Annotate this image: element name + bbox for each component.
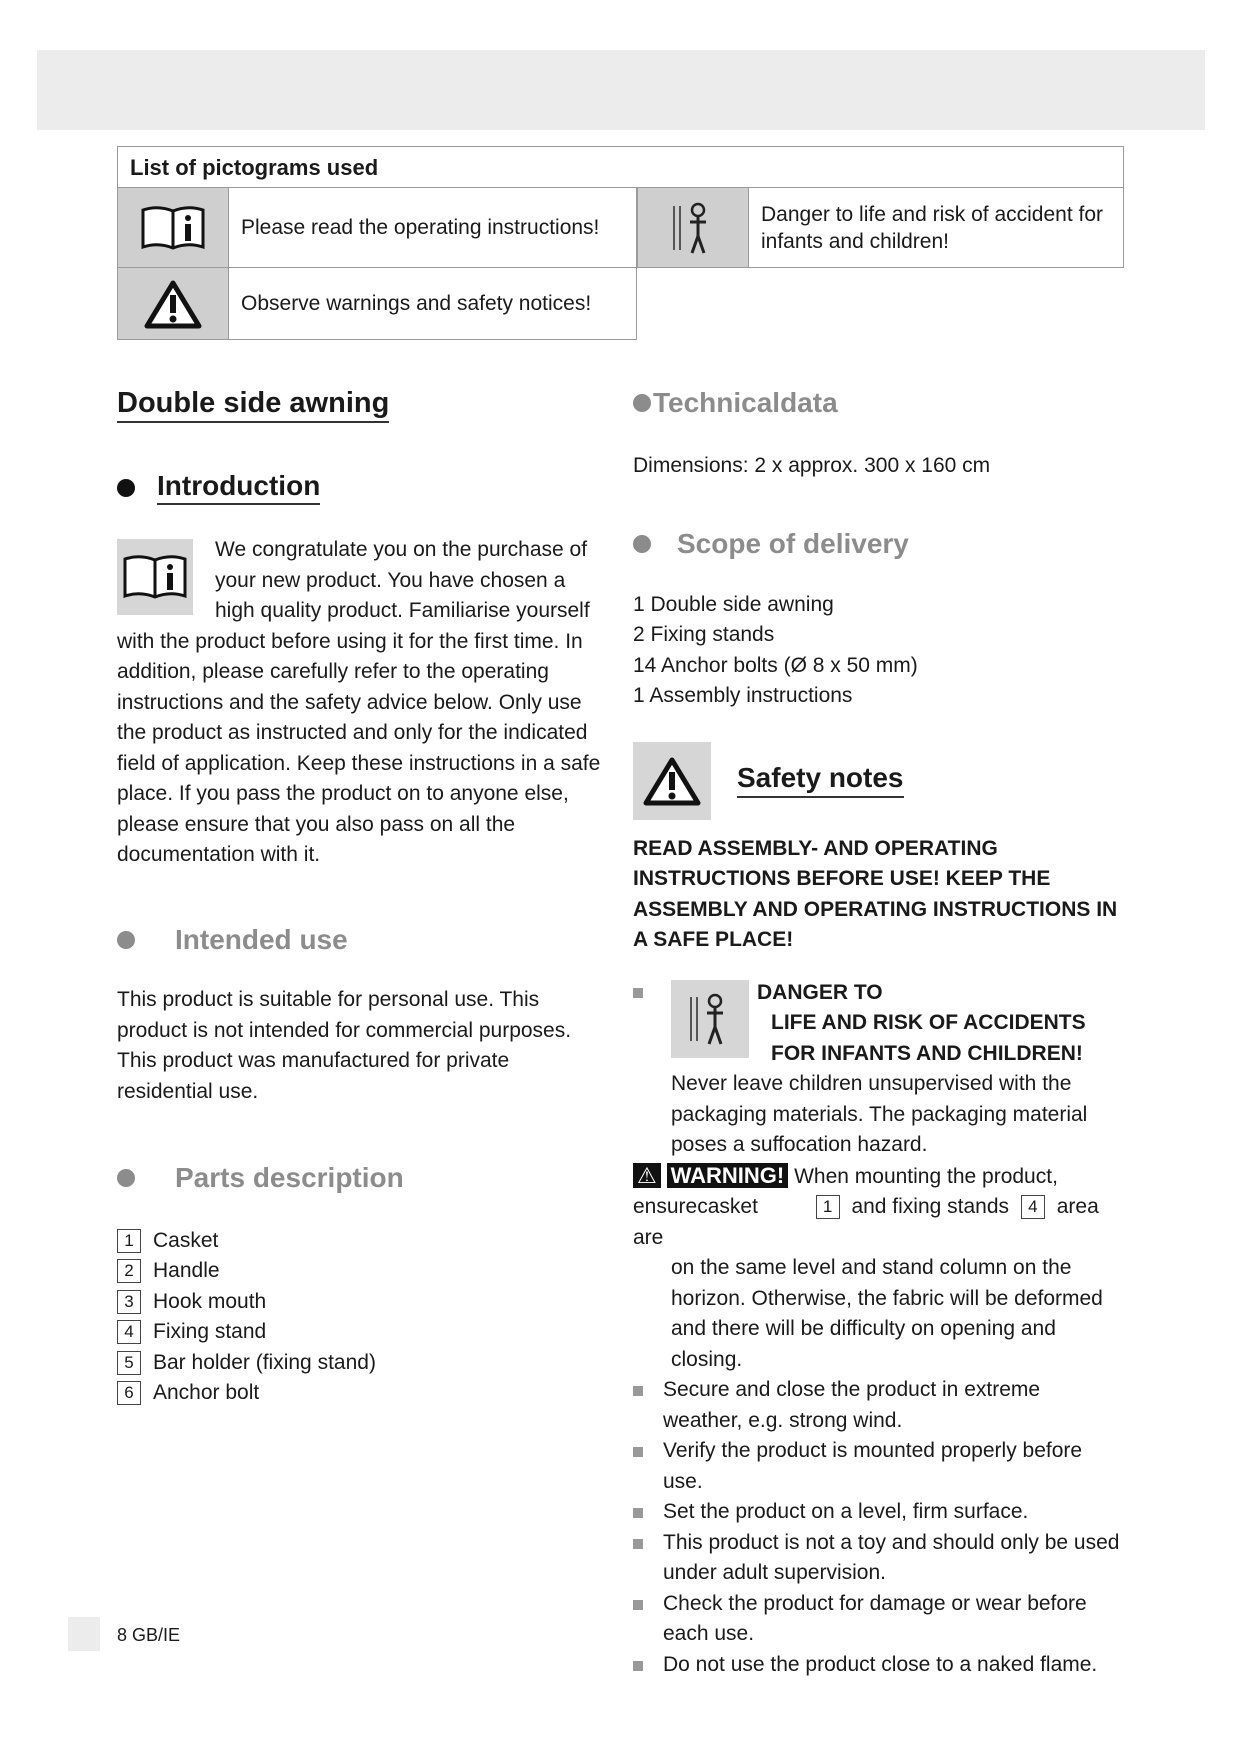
list-item: 2 Fixing stands — [633, 623, 775, 646]
intended-use-text: This product is suitable for personal use. This product is not intended for commercial purposes. This product was manufactured for private residential use. — [117, 988, 572, 1103]
list-item: Check the product for damage or wear before each use. — [633, 1589, 1123, 1650]
bullet-square — [633, 988, 643, 998]
child-danger-icon — [638, 188, 749, 267]
left-column — [117, 388, 607, 1409]
bullet-dot — [117, 1169, 135, 1187]
list-item: Set the product on a level, firm surface. — [633, 1497, 1123, 1528]
danger-label: DANGER TO — [757, 980, 883, 1004]
info-book-icon — [117, 539, 193, 615]
page-footer — [117, 1625, 180, 1646]
pictogram-table — [117, 146, 1124, 340]
intro-text: We congratulate you on the purchase of your new product. You have chosen a high quality product. Familiarise yourself with the product before using it for the first time. In addition, please carefully refer to the operating instructions and the safety advice below. Only use the product as instructed and only for the indicated field of application. Keep these instructions in a safe place. If you pass the product on to anyone else, please ensure that you also pass on all the documentation with it. — [117, 538, 601, 866]
intended-use-heading-text: Intended use — [175, 923, 348, 955]
warning-triangle-icon — [118, 268, 229, 339]
intro-heading — [117, 471, 607, 506]
intro-block — [117, 535, 607, 871]
tech-heading — [633, 388, 1123, 419]
list-item: 4 Fixing stand — [117, 1317, 607, 1348]
page-title: Double side awning — [117, 388, 389, 423]
danger-heading: LIFE AND RISK OF ACCIDENTS FOR INFANTS AND CHILDREN! — [771, 1011, 1086, 1065]
danger-block — [633, 978, 1123, 1161]
warning-triangle-icon — [633, 742, 711, 820]
intro-heading-text: Introduction — [157, 471, 320, 506]
list-item: 6 Anchor bolt — [117, 1378, 607, 1409]
bullet-dot — [117, 479, 135, 497]
part-ref: 1 — [816, 1195, 840, 1219]
list-item: 1 Assembly instructions — [633, 684, 853, 707]
list-item: 14 Anchor bolts (Ø 8 x 50 mm) — [633, 653, 918, 677]
warning-badge: WARNING! — [667, 1163, 789, 1188]
scope-heading — [633, 529, 1123, 560]
pictogram-row — [117, 188, 637, 268]
safety-heading — [633, 742, 1123, 820]
list-item: Verify the product is mounted properly before use. — [633, 1436, 1123, 1497]
bullet-dot — [117, 931, 135, 949]
parts-heading — [117, 1163, 607, 1194]
warning-text: on the same level and stand column on the horizon. Otherwise, the fabric will be deformed and there will be difficulty on opening and closing. — [671, 1256, 1103, 1371]
list-item: Secure and close the product in extreme weather, e.g. strong wind. — [633, 1375, 1123, 1436]
part-ref: 4 — [1021, 1195, 1045, 1219]
list-item: 1 Double side awning — [633, 592, 834, 616]
page-number: 8 — [117, 1625, 128, 1645]
intended-use-heading — [117, 925, 607, 956]
pictogram-text: Please read the operating instructions! — [241, 216, 600, 239]
parts-heading-text: Parts description — [175, 1162, 404, 1193]
safety-bullets — [633, 1375, 1123, 1680]
child-danger-icon — [671, 980, 749, 1058]
pictogram-row — [117, 268, 637, 340]
dimensions-text: Dimensions: 2 x approx. 300 x 160 cm — [633, 453, 991, 477]
list-item: This product is not a toy and should only be used under adult supervision. — [633, 1528, 1123, 1589]
scope-heading-text: Scope of delivery — [677, 528, 909, 559]
pictogram-row — [637, 188, 1124, 268]
header-band — [37, 50, 1205, 130]
safety-heading-text: Safety notes — [737, 763, 904, 798]
bullet-dot — [633, 394, 651, 412]
footer-mark — [68, 1617, 100, 1651]
parts-list — [117, 1226, 607, 1409]
right-column — [633, 388, 1123, 1680]
language-code: GB/IE — [132, 1625, 181, 1645]
info-book-icon — [118, 188, 229, 267]
pictogram-table-title: List of pictograms used — [117, 146, 1124, 188]
warning-block: ⚠ WARNING! When mounting the product, ensurecasket 1 and fixing stands 4 area are on the same level and stand column on the horizon. Otherwise, the fabric will be deformed and there will be difficulty on opening and closing. — [633, 1161, 1123, 1376]
list-item: 5 Bar holder (fixing stand) — [117, 1348, 607, 1379]
list-item: 3 Hook mouth — [117, 1287, 607, 1318]
list-item: 1 Casket — [117, 1226, 607, 1257]
pictogram-text: Danger to life and risk of accident for infants and children! — [761, 202, 1104, 253]
pictogram-text: Observe warnings and safety notices! — [241, 292, 592, 315]
safety-caps-text: READ ASSEMBLY- AND OPERATING INSTRUCTIONS BEFORE USE! KEEP THE ASSEMBLY AND OPERATING INSTRUCTIONS IN A SAFE PLACE! — [633, 836, 1118, 951]
list-item: Do not use the product close to a naked flame. — [633, 1650, 1123, 1681]
warning-triangle-icon: ⚠ — [633, 1163, 661, 1188]
bullet-dot — [633, 535, 651, 553]
scope-list — [633, 590, 1123, 712]
tech-heading-text: Technicaldata — [653, 387, 838, 418]
danger-text: Never leave children unsupervised with the packaging materials. The packaging material poses a suffocation hazard. — [671, 1072, 1088, 1156]
list-item: 2 Handle — [117, 1256, 607, 1287]
